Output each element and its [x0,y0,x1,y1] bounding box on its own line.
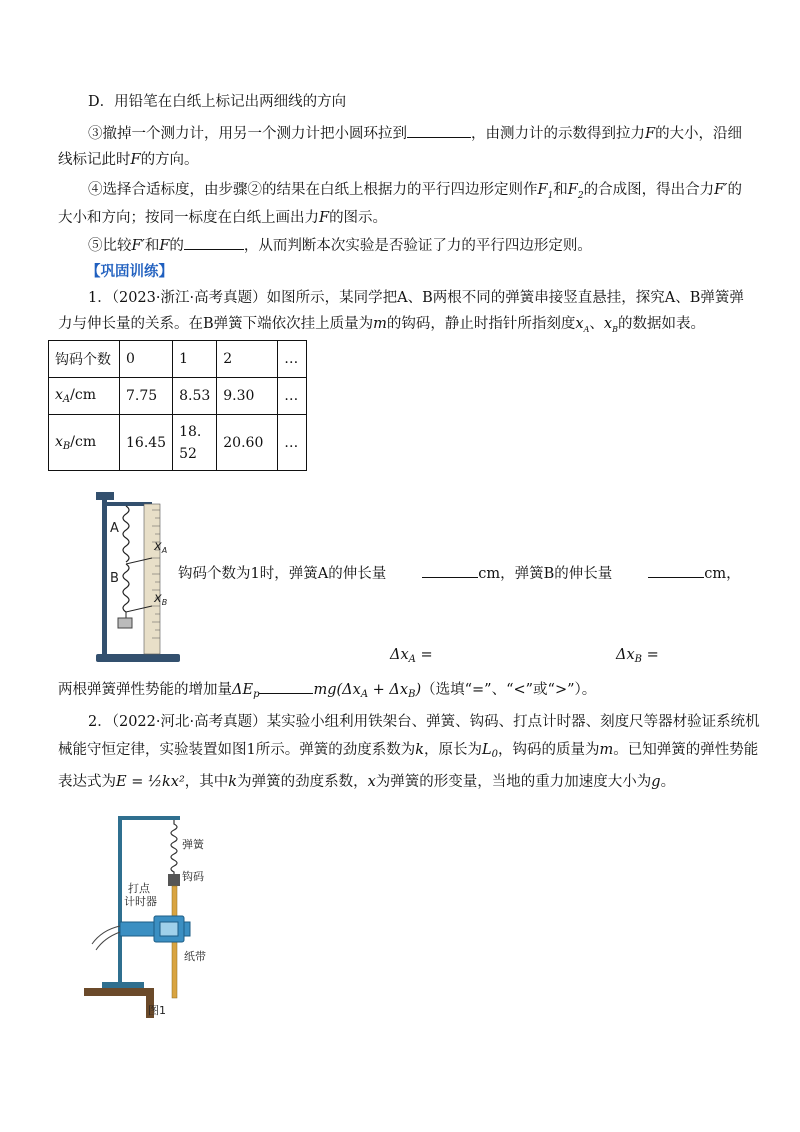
step-5-text-a: ⑤比较 [88,238,132,254]
fig-label-tape: 纸带 [184,950,206,963]
q2-line-1: 2．（2022·河北·高考真题）某实验小组利用铁架台、弹簧、钩码、打点计时器、刻度尺等器材验证系统机 [88,714,760,730]
q1-ask-b: cm，弹簧B的伸长量 [478,566,613,582]
answer-blank[interactable] [259,678,313,694]
q2-line-2: 械能守恒定律，实验装置如图1所示。弹簧的劲度系数为k，原长为$L_0$，钩码的质量为m。已知弹簧的弹性势能 [58,742,759,760]
table-row [49,378,307,415]
delta-Ep: $\Delta E_p$ [232,682,260,700]
q1-energy-choice: （选填“=”、“<”或“>”）。 [421,682,597,698]
q1-energy-text: 两根弹簧弹性势能的增加量 [58,682,232,698]
table-cell: 0 [120,341,173,378]
step-3-text-e: 的方向。 [140,152,199,168]
q1-text-c: 的钩码，静止时指针所指刻度 [386,316,576,332]
symbol-xB: $x_B$ [603,316,618,334]
table-cell: 9.30 [217,378,278,415]
fig-label-A: A [110,521,119,536]
delta-xA-label: $\Delta x_A$ = [390,647,433,665]
step-3-text-c: 的大小，沿细 [655,126,743,142]
step-4-line-2 [58,208,387,228]
q1-ask-c: cm， [704,566,741,582]
force-F1: $F_1$ [537,182,554,201]
symbol-xA: $x_A$ [575,316,590,334]
step-5-text-b: 的 [169,238,184,254]
q1-line-1: 1．（2023·浙江·高考真题）如图所示，某同学把A、B两根不同的弹簧串接竖直悬挂，探究A、B弹簧弹 [88,290,744,306]
mg-expression: $mg(\Delta x_A + \Delta x_B)$ [313,682,422,700]
q1-sep: 、 [589,316,604,332]
step-5-line [88,234,592,256]
step-3-text-d: 线标记此时 [58,152,131,168]
step-4-text-d: 大小和方向；按同一标度在白纸上画出力 [58,210,319,226]
answer-blank[interactable] [407,122,471,138]
fig-label-xA: $x_A$ [154,539,168,555]
table-cell: 1 [173,341,217,378]
fig-label-spring: 弹簧 [182,838,204,851]
fig-label-B: B [110,571,119,586]
force-F: F [319,210,330,226]
table-cell: 钩码个数 [49,341,120,378]
answer-blank[interactable] [184,234,244,250]
answer-blank[interactable] [422,562,478,578]
q1-ask-line [178,562,741,584]
table-cell: 2 [217,341,278,378]
force-F-prime: F′ [131,238,145,254]
table-cell: … [278,378,307,415]
table-cell: 7.75 [120,378,173,415]
force-F-prime: F′ [714,182,728,198]
q1-line-2 [58,314,705,340]
section-title: 【巩固训练】 [86,263,173,280]
step-4-text-a: ④选择合适标度，由步骤②的结果在白纸上根据力的平行四边形定则作 [88,182,538,198]
table-cell: 8.53 [173,378,217,415]
step-5-and: 和 [144,238,160,254]
fig-label-timer-1: 打点 [128,882,150,895]
step-4-line-1 [88,180,742,206]
step-3-line-2 [58,150,199,170]
force-F: F [159,238,170,254]
force-F2: $F_2$ [567,182,584,201]
table-cell: $x_A/cm$ [49,378,120,415]
fig-label-weight: 钩码 [182,870,204,883]
table-cell: 20.60 [217,415,278,471]
step-3-line-1 [88,122,742,144]
iron-stand-figure [84,810,244,1022]
table-row [49,341,307,378]
q2-line-3: 表达式为E = ½kx²，其中k为弹簧的劲度系数，x为弹簧的形变量，当地的重力加速度大小为g。 [58,774,676,790]
force-F: F [645,126,656,142]
energy-formula: E = ½kx² [116,774,185,790]
q1-ask-a: 钩码个数为1时，弹簧A的伸长量 [178,566,387,582]
fig-label-xB: $x_B$ [154,591,168,607]
table-cell: 18.52 [173,415,217,471]
option-d: D．用铅笔在白纸上标记出两细线的方向 [88,94,347,110]
mass-m: m [373,316,387,332]
table-cell: 16.45 [120,415,173,471]
table-row [49,415,307,471]
q1-energy-line [58,678,596,705]
table-cell: … [278,341,307,378]
data-table [48,340,307,471]
step-4-text-b: 的合成图，得出合力 [583,182,715,198]
step-5-text-c: ，从而判断本次实验是否验证了力的平行四边形定则。 [243,238,592,254]
step-4-and: 和 [553,182,568,198]
q1-text-b: 力与伸长量的关系。在B弹簧下端依次挂上质量为 [58,316,374,332]
force-F: F [130,152,141,168]
spring-apparatus-figure [92,478,184,664]
step-4-text-e: 的图示。 [329,210,388,226]
answer-blank[interactable] [648,562,704,578]
q1-text-d: 的数据如表。 [617,316,705,332]
step-3-text-b: ，由测力计的示数得到拉力 [471,126,645,142]
step-3-text-a: ③撤掉一个测力计，用另一个测力计把小圆环拉到 [88,126,407,142]
delta-xB-label: $\Delta x_B$ = [616,647,659,665]
figure-caption: 图1 [148,1004,166,1017]
step-4-text-c: 的 [727,182,742,198]
table-cell: $x_B/cm$ [49,415,120,471]
table-cell: … [278,415,307,471]
fig-label-timer-2: 计时器 [124,895,157,908]
